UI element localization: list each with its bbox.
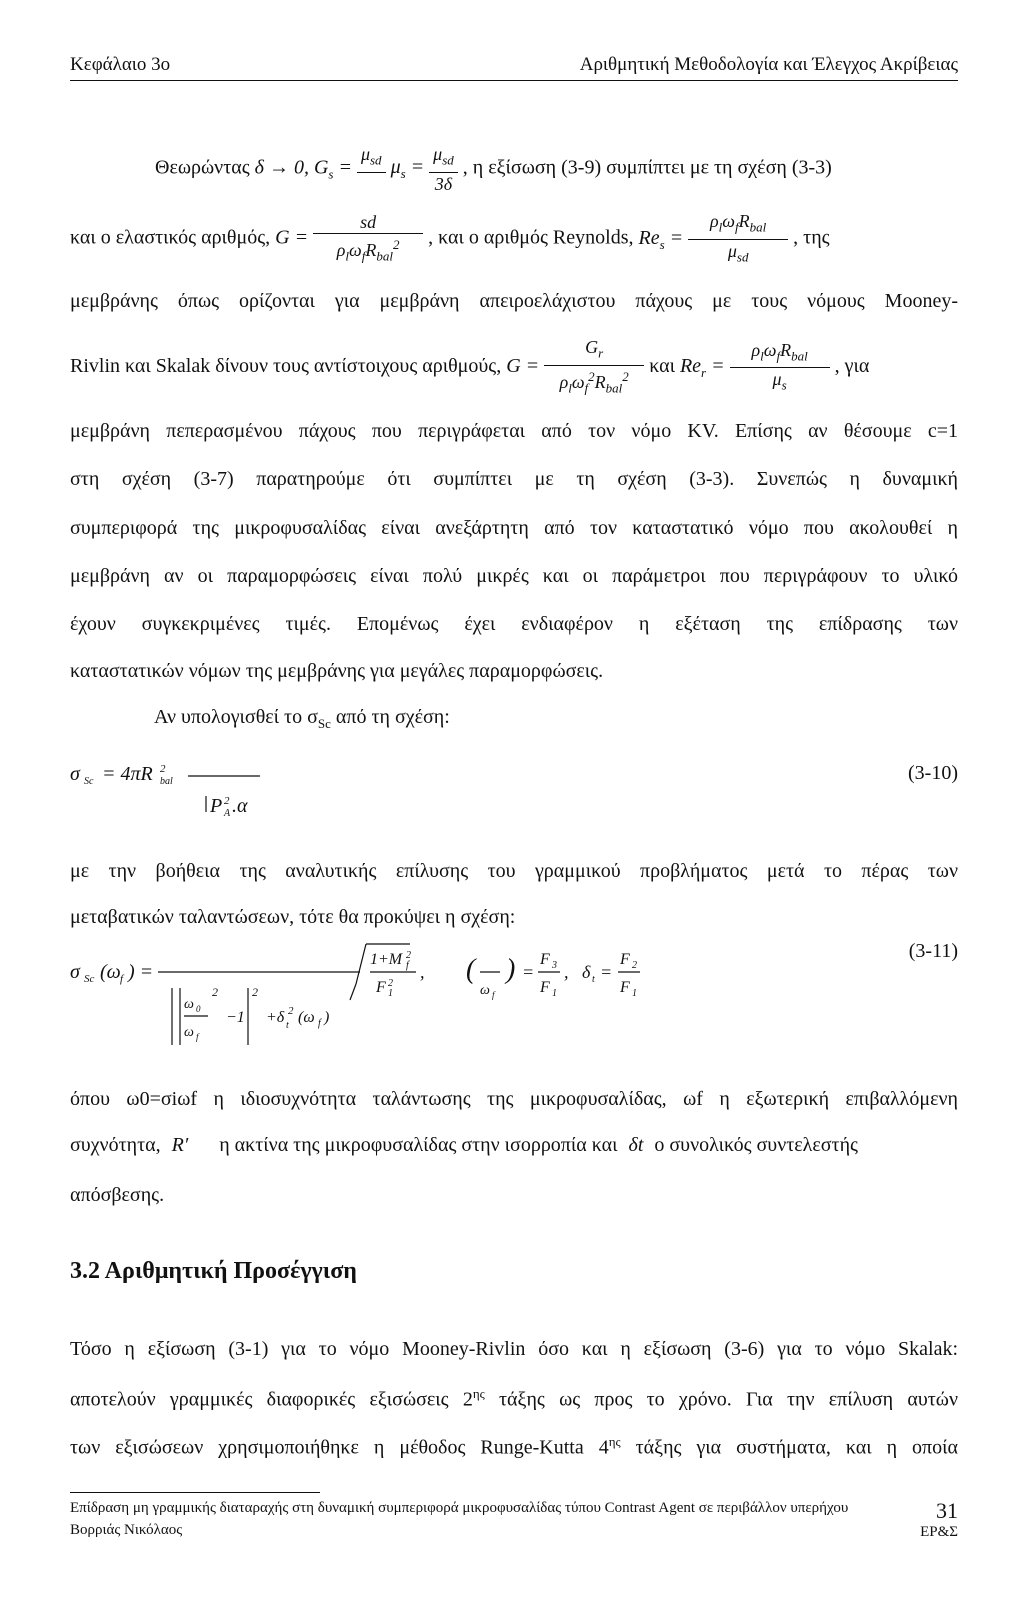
svg-text:f: f: [492, 990, 495, 1000]
svg-text:f: f: [318, 1018, 321, 1029]
svg-text:f: f: [196, 1032, 199, 1042]
line4-suffix: , για: [834, 355, 870, 378]
svg-text:σ: σ: [70, 763, 80, 785]
svg-text:F: F: [540, 951, 550, 968]
svg-text:σ: σ: [70, 961, 80, 983]
svg-text:2: 2: [406, 950, 411, 961]
svg-text:2: 2: [288, 1005, 294, 1017]
svg-text:ω: ω: [184, 1025, 194, 1040]
para1-line-3: συμπεριφορά της μικροφυσαλίδας είναι ανεξάρτητη από τον καταστατικό νόμο που ακολουθεί η: [70, 517, 958, 539]
svg-text:2: 2: [388, 978, 393, 989]
svg-text:1: 1: [388, 988, 393, 999]
svg-text:+δ: +δ: [266, 1009, 285, 1026]
svg-text:δ: δ: [582, 962, 591, 982]
line1-prefix: Θεωρώντας: [155, 156, 250, 179]
body-line-1: Θεωρώντας δ → 0, $G_s$ = $\mu_{sd}$ $\mu_s$ = $\frac{\mu_{sd}}{3\delta}$ , η εξίσωση (3-9) συμπίπτει με τη σχέση (3-3): [155, 144, 832, 194]
svg-text:(ω: (ω: [100, 961, 121, 983]
svg-text:= 4πR: = 4πR: [102, 763, 153, 785]
para1-line-4: μεμβράνη αν οι παραμορφώσεις είναι πολύ μικρές και οι παράμετροι που περιγράφουν το υλικό: [70, 565, 958, 587]
body-line-2: και ο ελαστικός αριθμός, G = $\frac{sd}{\rho_l\omega_fR_{bal}^2}$ , και ο αριθμός Reynolds, $Re_s$ = $\frac{\rho_l\omega_fR_{bal}}{\mu_{sd}}$ , της: [70, 211, 830, 265]
chapter-label: Κεφάλαιο 3ο: [70, 54, 171, 75]
equation-3-10-label: (3-10): [908, 762, 958, 784]
para3-line-3: απόσβεσης.: [70, 1184, 165, 1206]
svg-text:=: =: [522, 962, 535, 982]
para1-line-2: στη σχέση (3-7) παρατηρούμε ότι συμπίπτει με τη σχέση (3-3). Συνεπώς η δυναμική: [70, 468, 958, 490]
svg-text:P: P: [210, 795, 223, 817]
chapter-title: Αριθμητική Μεθοδολογία και Έλεγχος Ακρίβειας: [579, 54, 958, 75]
svg-text:ω: ω: [184, 997, 194, 1012]
svg-text:ω: ω: [480, 983, 490, 998]
svg-text:2: 2: [212, 985, 218, 999]
svg-text:F: F: [620, 951, 630, 968]
svg-text:) =: ) =: [128, 961, 154, 983]
line4-mid: και: [649, 355, 675, 378]
svg-text:,: ,: [564, 962, 569, 982]
svg-text:bal: bal: [160, 776, 173, 787]
svg-text:2: 2: [160, 763, 166, 775]
svg-text:2: 2: [224, 795, 230, 807]
footer-author: Βορριάς Νικόλαος: [70, 1522, 183, 1538]
svg-text:1+M: 1+M: [370, 951, 403, 968]
svg-text:2: 2: [632, 960, 637, 971]
svg-text:Sc: Sc: [84, 973, 95, 985]
line1-suffix: , η εξίσωση (3-9) συμπίπτει με τη σχέση (3-3): [462, 156, 832, 179]
svg-text:F: F: [620, 979, 630, 996]
svg-text:f: f: [120, 973, 124, 985]
body-line-4: Rivlin και Skalak δίνουν τους αντίστοιχους αριθμούς, G = $\frac{G_r}{\rho_l\omega_f^2R_{bal}^2}$ και $Re_r$ = $\frac{\rho_l\omega_fR_{bal}}{\mu_s}$ , για: [70, 337, 870, 396]
para1-line-7: Αν υπολογισθεί το $\sigma_{Sc}$ από τη σχέση:: [154, 706, 450, 731]
para2-line-1: με την βοήθεια της αναλυτικής επίλυσης του γραμμικού προβλήματος μετά το πέρας των: [70, 860, 958, 882]
header-divider: [70, 80, 958, 81]
para3-line-1: όπου ω0=σiωf η ιδιοσυχνότητα ταλάντωσης της μικροφυσαλίδας, ωf η εξωτερική επιβαλλόμενη: [70, 1088, 958, 1110]
svg-text:Sc: Sc: [84, 776, 94, 787]
svg-text:=: =: [600, 962, 613, 982]
line2-suffix: , της: [793, 226, 830, 249]
para1-line-6: καταστατικών νόμων της μεμβράνης για μεγάλες παραμορφώσεις.: [70, 660, 604, 682]
footer-thesis-title: Επίδραση μη γραμμικής διαταραχής στη δυναμική συμπεριφορά μικροφυσαλίδας τύπου Contrast Agent σε περιβάλλον υπερήχου: [70, 1500, 849, 1516]
svg-text:2: 2: [252, 985, 258, 999]
page-number: 31: [936, 1498, 958, 1523]
svg-text:,: ,: [420, 962, 425, 982]
equation-3-11-label: (3-11): [908, 940, 958, 962]
para4-line-2: αποτελούν γραμμικές διαφορικές εξισώσεις $2^{\eta\varsigma}$ τάξης ως προς το χρόνο. Για την επίλυση αυτών: [70, 1386, 958, 1411]
svg-text:(: (: [466, 954, 476, 985]
para4-line-1: Τόσο η εξίσωση (3-1) για το νόμο Mooney-Rivlin όσο και η εξίσωση (3-6) για το νόμο Skalak:: [70, 1338, 958, 1360]
svg-text:f: f: [406, 960, 409, 971]
svg-text:F: F: [376, 979, 386, 996]
para1-line-1: μεμβράνη πεπερασμένου πάχους που περιγράφεται από τον νόμο KV. Επίσης αν θέσουμε c=1: [70, 420, 958, 442]
svg-text:): ): [506, 954, 516, 985]
line4-prefix: Rivlin και Skalak δίνουν τους αντίστοιχους αριθμούς,: [70, 355, 502, 378]
equation-3-11: [70, 940, 710, 1090]
line2-mid: , και ο αριθμός Reynolds,: [428, 226, 634, 249]
para2-line-2: μεταβατικών ταλαντώσεων, τότε θα προκύψει η σχέση:: [70, 906, 516, 928]
svg-text:t: t: [592, 974, 595, 985]
svg-text:): ): [324, 1009, 330, 1026]
body-line-3: μεμβράνης όπως ορίζονται για μεμβράνη απειροελάχιστου πάχους με τους νόμους Mooney-: [70, 290, 958, 312]
svg-text:t: t: [286, 1020, 289, 1031]
footer-department: ΕΡ&Σ: [920, 1524, 958, 1540]
svg-text:.α: .α: [232, 795, 248, 817]
svg-text:1: 1: [632, 988, 637, 999]
para1-line-5: έχουν συγκεκριμένες τιμές. Επομένως έχει ενδιαφέρον η εξέταση της επίδρασης των: [70, 613, 958, 635]
svg-text:1: 1: [552, 988, 557, 999]
para3-line-2: συχνότητα, R′ η ακτίνα της μικροφυσαλίδας στην ισορροπία και δt ο συνολικός συντελεστής: [70, 1134, 858, 1156]
svg-text:A: A: [224, 808, 231, 819]
svg-text:−1: −1: [226, 1009, 245, 1026]
line2-prefix: και ο ελαστικός αριθμός,: [70, 226, 271, 249]
svg-text:(ω: (ω: [298, 1009, 315, 1026]
section-title: 3.2 Αριθμητική Προσέγγιση: [70, 1258, 357, 1284]
svg-text:3: 3: [552, 960, 557, 971]
svg-text:F: F: [540, 979, 550, 996]
footer-divider: [70, 1492, 320, 1493]
equation-3-10: [70, 752, 370, 832]
para4-line-3: των εξισώσεων χρησιμοποιήθηκε η μέθοδος Runge-Kutta $4^{\eta\varsigma}$ τάξης για συστήματα, και η οποία: [70, 1434, 958, 1459]
line1-math: δ → 0, G: [254, 156, 329, 179]
svg-text:0: 0: [196, 1004, 201, 1014]
